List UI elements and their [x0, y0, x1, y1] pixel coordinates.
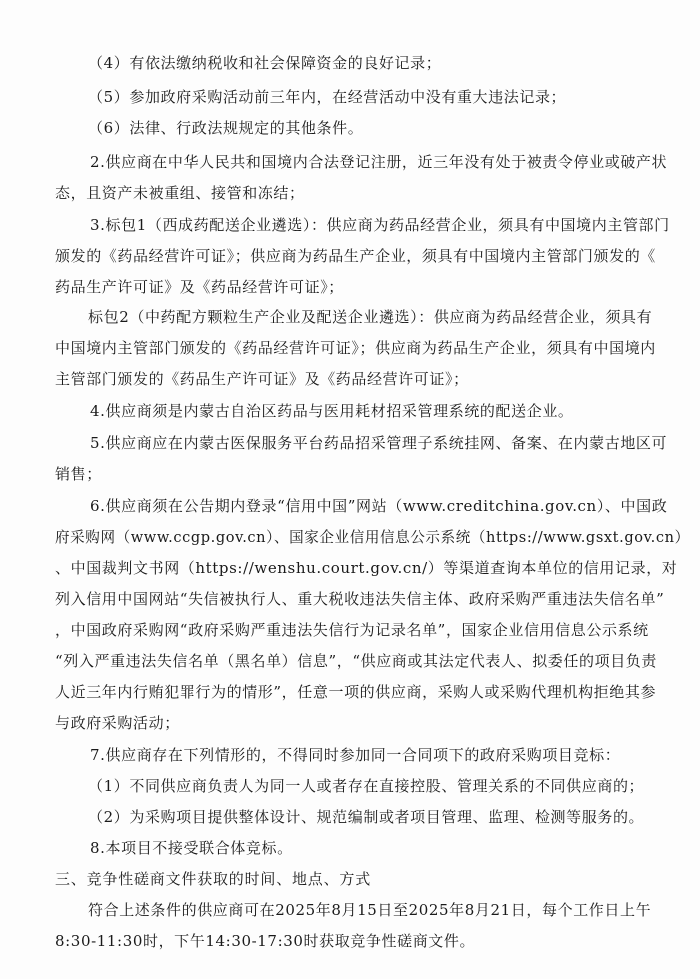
paragraph-line: 销售； [55, 465, 102, 483]
paragraph-line: 3.标包1（西成药配送企业遴选）：供应商为药品经营企业，须具有中国境内主管部门 [90, 216, 670, 234]
paragraph-line: 列入信用中国网站“失信被执行人、重大税收违法失信主体、政府采购严重违法失信名单” [55, 590, 665, 608]
paragraph-line: 府采购网（www.ccgp.gov.cn）、国家企业信用信息公示系统（https://www.gsxt.gov.cn） [55, 528, 690, 546]
paragraph-line: ，中国政府采购网“政府采购严重违法失信行为记录名单”，国家企业信用信息公示系统 [55, 621, 649, 639]
paragraph-line: 5.供应商应在内蒙古医保服务平台药品招采管理子系统挂网、备案、在内蒙古地区可 [90, 434, 668, 452]
paragraph-line: 人近三年内行贿犯罪行为的情形”，任意一项的供应商，采购人或采购代理机构拒绝其参 [55, 683, 657, 701]
paragraph-line: 标包2（中药配方颗粒生产企业及配送企业遴选）：供应商为药品经营企业，须具有 [88, 308, 653, 326]
paragraph-line: 与政府采购活动； [55, 714, 180, 732]
paragraph-line: （6）法律、行政法规规定的其他条件。 [88, 119, 364, 137]
paragraph-line: 7.供应商存在下列情形的，不得同时参加同一合同项下的政府采购项目竞标： [90, 746, 621, 764]
paragraph-line: 、中国裁判文书网（https://wenshu.court.gov.cn/）等渠道查询本单位的信用记录，对 [55, 559, 678, 577]
paragraph-line: 态，且资产未被重组、接管和冻结； [55, 184, 305, 202]
paragraph-line: 2.供应商在中华人民共和国境内合法登记注册，近三年没有处于被责令停业或破产状 [90, 153, 668, 171]
paragraph-line: “列入严重违法失信名单（黑名单）信息”，“供应商或其法定代表人、拟委任的项目负责 [55, 652, 658, 670]
paragraph-line: 颁发的《药品经营许可证》；供应商为药品生产企业，须具有中国境内主管部门颁发的《 [55, 247, 656, 265]
paragraph-line: 6.供应商须在公告期内登录“信用中国”网站（www.creditchina.gov.cn）、中国政 [90, 497, 668, 515]
paragraph-line: （5）参加政府采购活动前三年内，在经营活动中没有重大违法记录； [88, 88, 567, 106]
paragraph-line: 8:30-11:30时，下午14:30-17:30时获取竞争性磋商文件。 [55, 932, 476, 950]
paragraph-line: 4.供应商须是内蒙古自治区药品与医用耗材招采管理系统的配送企业。 [90, 402, 574, 420]
paragraph-line: （1）不同供应商负责人为同一人或者存在直接控股、管理关系的不同供应商的； [88, 777, 645, 795]
paragraph-line: 符合上述条件的供应商可在2025年8月15日至2025年8月21日，每个工作日上午 [88, 901, 652, 919]
paragraph-line: 药品生产许可证》及《药品经营许可证》； [55, 278, 344, 296]
paragraph-line: 8.本项目不接受联合体竞标。 [90, 839, 293, 857]
section-heading: 三、竞争性磋商文件获取的时间、地点、方式 [55, 870, 372, 888]
paragraph-line: （4）有依法缴纳税收和社会保障资金的良好记录； [88, 54, 442, 72]
paragraph-line: 主管部门颁发的《药品生产许可证》及《药品经营许可证》； [55, 370, 469, 388]
paragraph-line: 中国境内主管部门颁发的《药品经营许可证》；供应商为药品生产企业，须具有中国境内 [55, 339, 656, 357]
paragraph-line: （2）为采购项目提供整体设计、规范编制或者项目管理、监理、检测等服务的。 [88, 808, 645, 826]
